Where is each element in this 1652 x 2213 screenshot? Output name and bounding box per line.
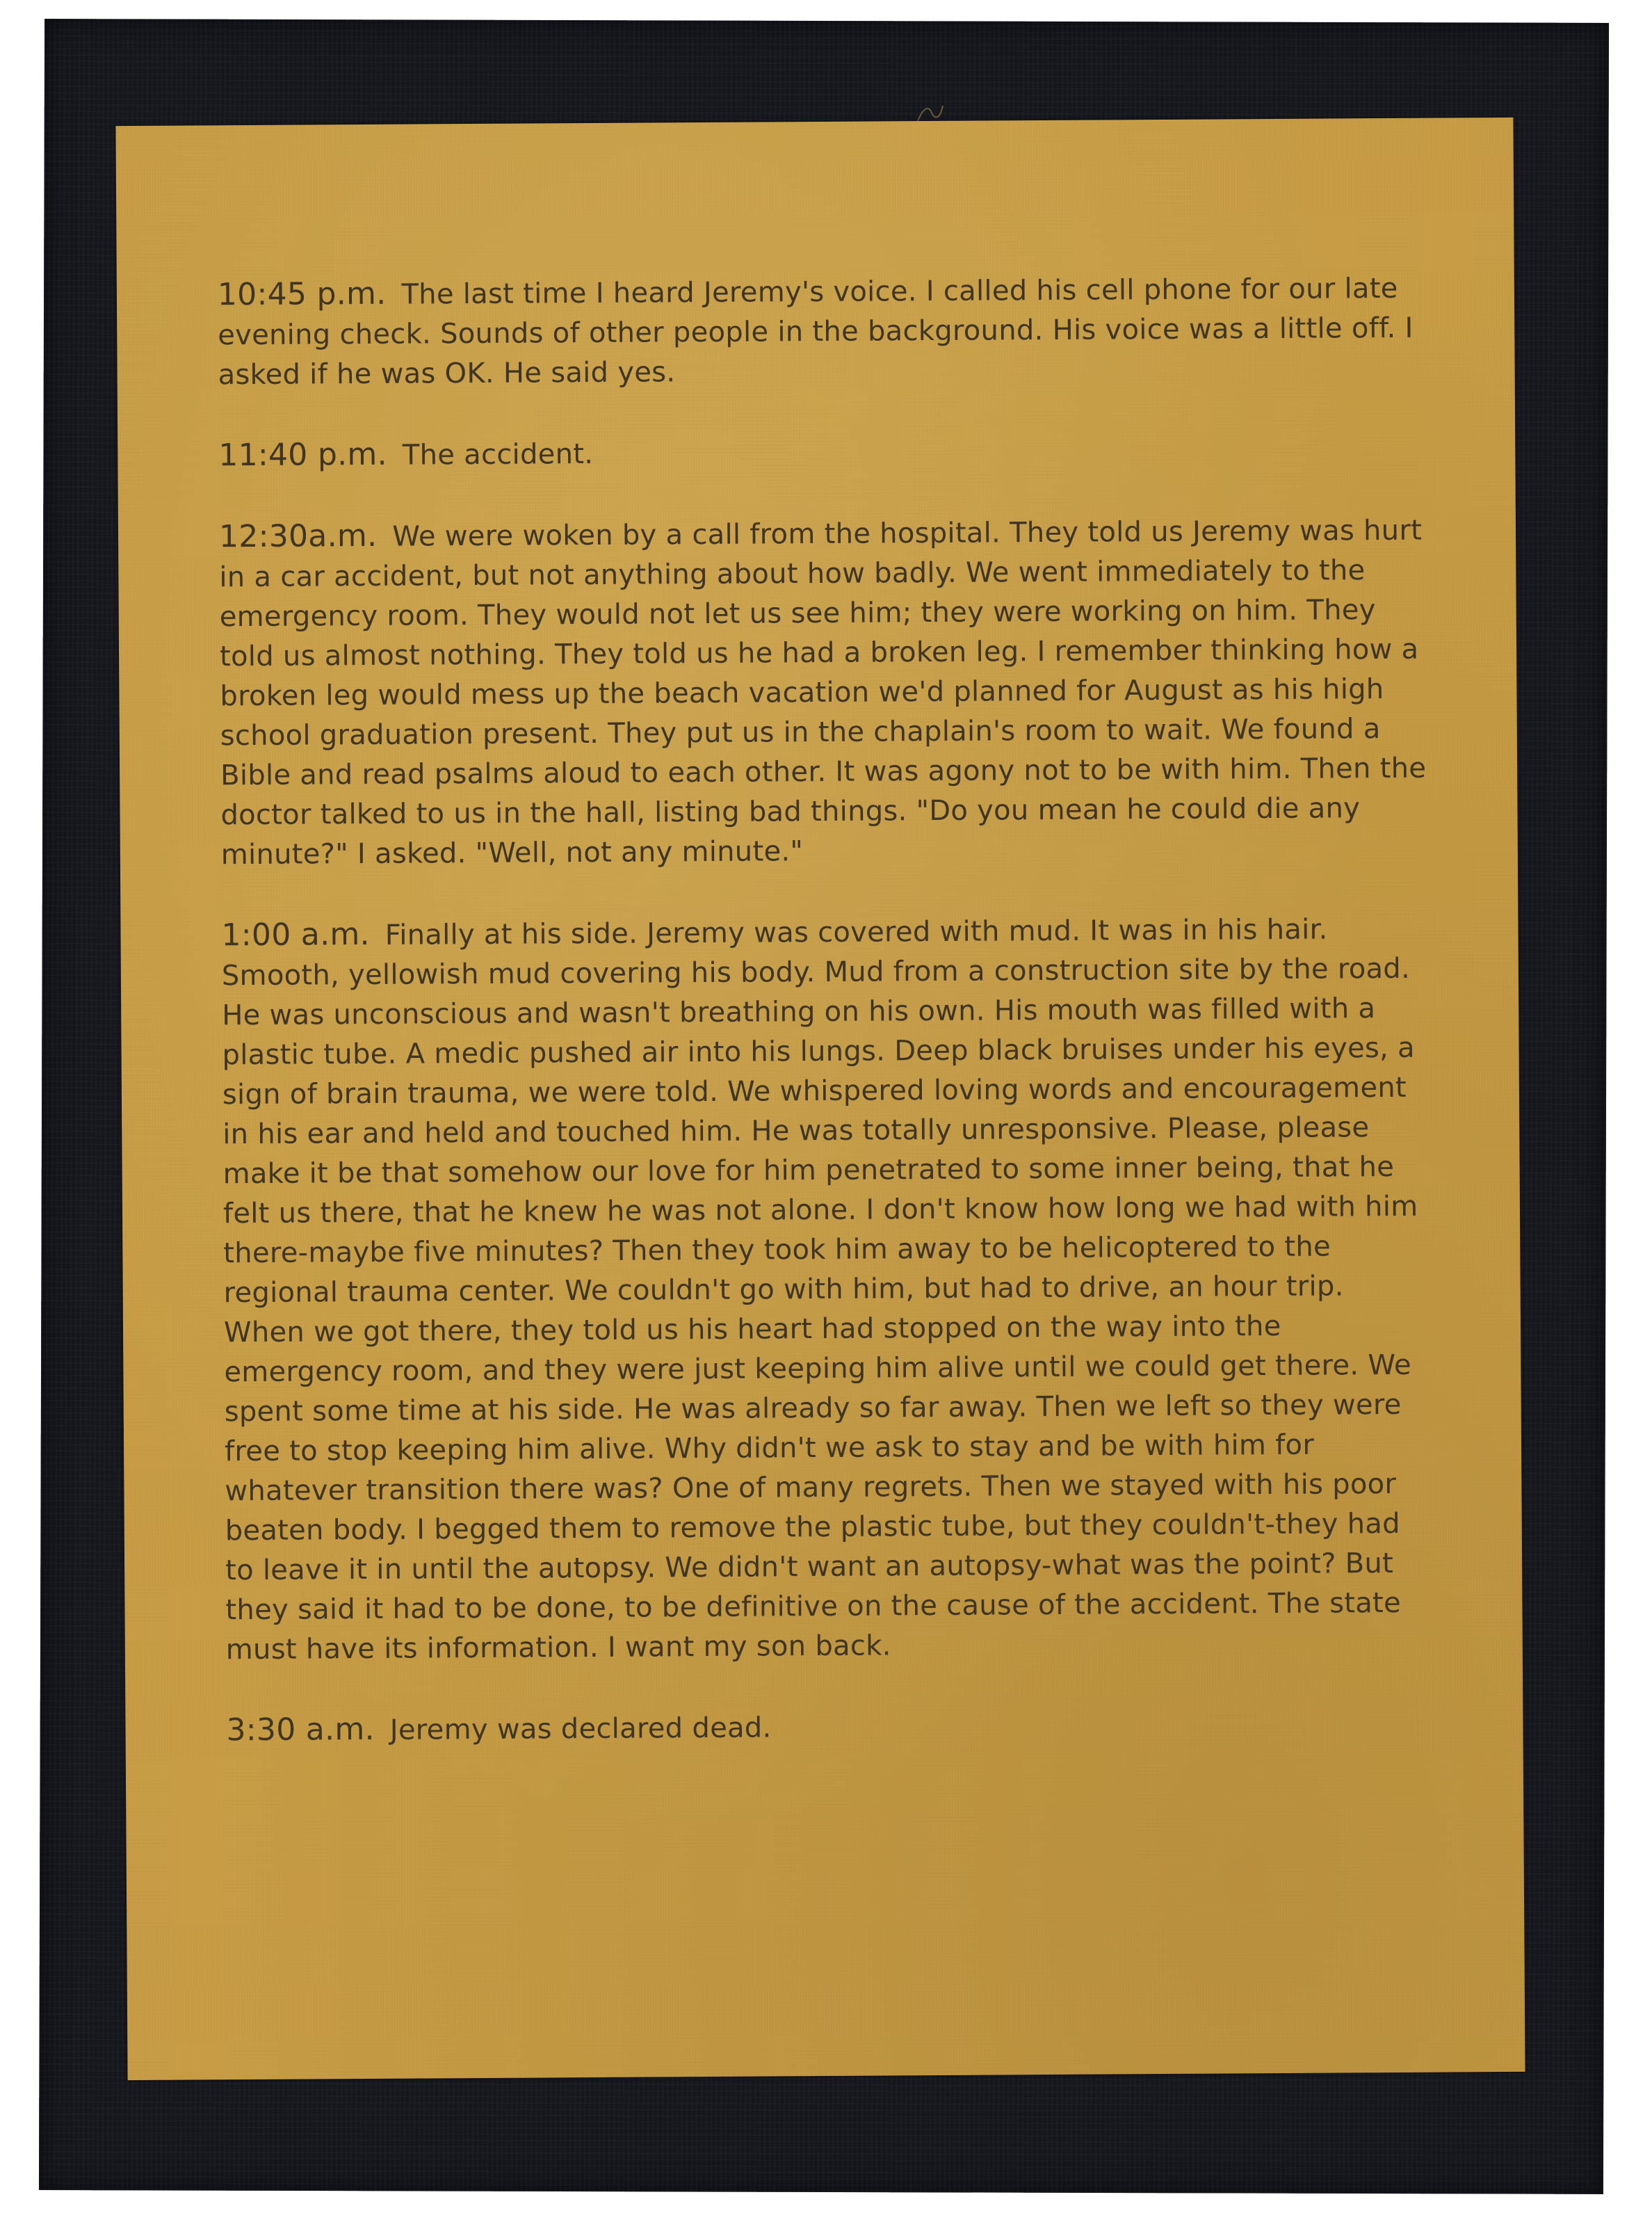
entry-time: 11:40 p.m. [218, 436, 388, 474]
journal-text [218, 268, 1436, 1792]
fabric-text-panel [115, 118, 1525, 2080]
journal-entry [221, 908, 1436, 1671]
entry-time: 3:30 a.m. [226, 1711, 375, 1748]
journal-entry [219, 510, 1431, 876]
entry-text: We were woken by a call from the hospital. They told us Jeremy was hurt in a car accident, but not anything about how badly. We went immediately to the emergency room. They would not let us see him; they were working on him. They told us almost nothing. They told us he had a broken leg. I remember thinking how a broken leg would mess up the beach vacation we'd planned for August as his high school graduation present. They put us in the chaplain's room to wait. We found a Bible and read psalms aloud to each other. It was agony not to be with him. Then the doctor talked to us in the hall, listing bad things. "Do you mean he could die any minute?" I asked. "Well, not any minute." [219, 514, 1427, 871]
entry-text: The last time I heard Jeremy's voice. I called his cell phone for our late evening check. Sounds of other people in the background. His voice was a little off. I asked if he was OK. He said yes. [218, 272, 1414, 392]
entry-text: Finally at his side. Jeremy was covered with mud. It was in his hair. Smooth, yellowish mud covering his body. Mud from a construction site by the road. He was unconscious and wasn't breathing on his own. His mouth was filled with a plastic tube. A medic pushed air into his lungs. Deep black bruises under his eyes, a sign of brain trauma, we were told. We whispered loving words and encouragement in his ear and held and touched him. He was totally unresponsive. Please, please make it be that somehow our love for him penetrated to some inner being, that he felt us there, that he knew he was not alone. I don't know how long we had with him there-maybe five minutes? Then they took him away to be helicoptered to the regional trauma center. We couldn't go with him, but had to drive, an hour trip. When we got there, they told us his heart had stopped on the way into the emergency room, and they were just keeping him alive until we could get there. We spent some time at his side. He was already so far away. Then we left so they were free to stop keeping him alive. Why didn't we ask to stay and be with him for whatever transition there was? One of many regrets. Then we stayed with his poor beaten body. I begged them to remove the plastic tube, but they couldn't-they had to leave it in until the autopsy. We didn't want an autopsy-what was the point? But they said it had to be done, to be definitive on the cause of the accident. The state must have its information. I want my son back. [221, 913, 1418, 1666]
entry-time: 1:00 a.m. [221, 916, 370, 953]
journal-entry [218, 428, 1428, 477]
journal-entry [218, 268, 1428, 396]
entry-time: 12:30a.m. [218, 517, 378, 555]
entry-text: Jeremy was declared dead. [389, 1712, 772, 1746]
journal-entry [226, 1703, 1436, 1752]
entry-text: The accident. [402, 437, 594, 472]
entry-time: 10:45 p.m. [217, 275, 387, 313]
